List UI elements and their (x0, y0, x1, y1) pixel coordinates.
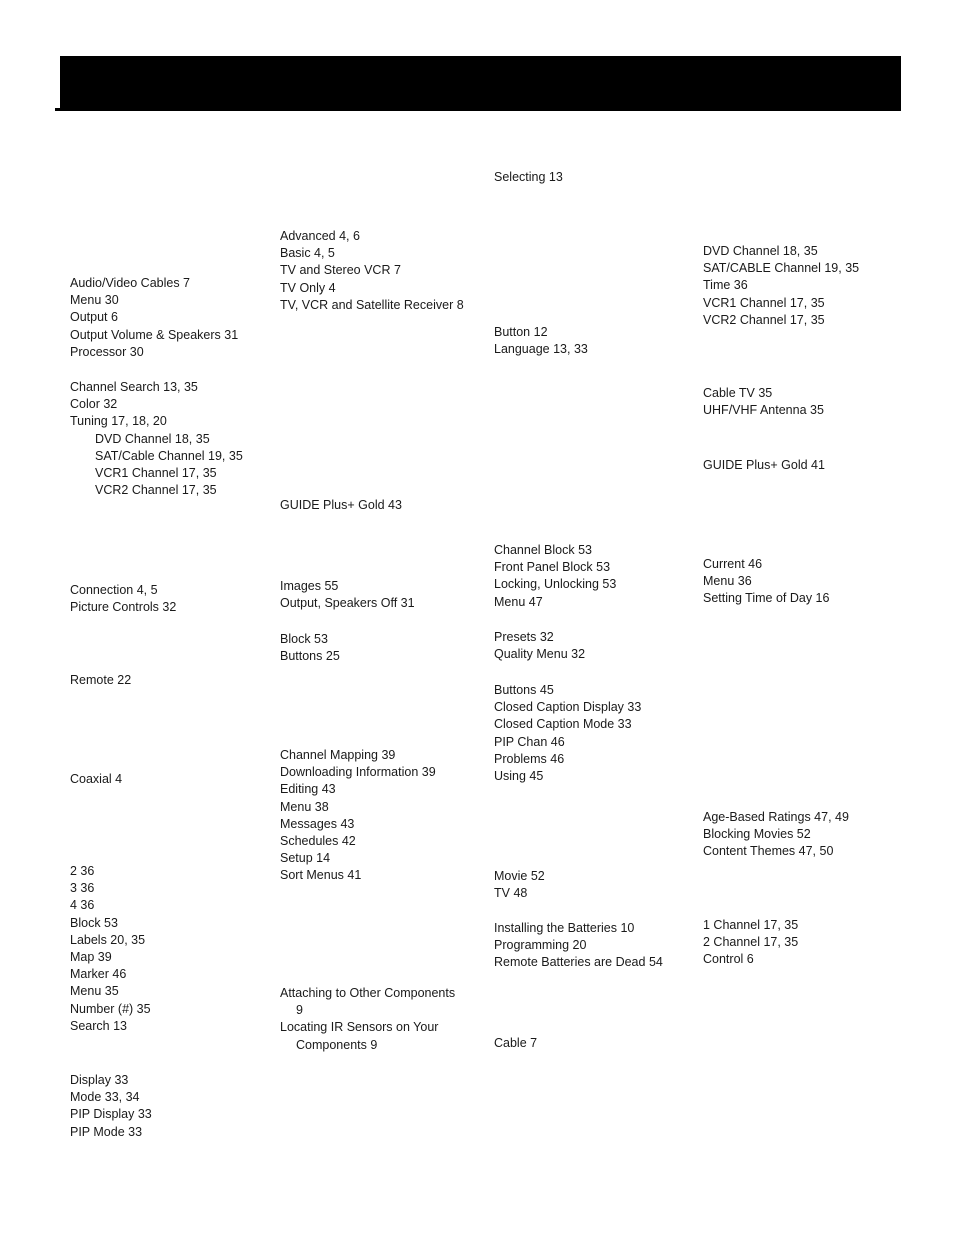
index-group (703, 809, 849, 861)
index-group (703, 917, 798, 969)
index-entry: Tuning 17, 18, 20 (70, 414, 167, 429)
index-entry: TV and Stereo VCR 7 (280, 263, 401, 278)
index-group (703, 457, 825, 474)
index-entry: Channel Search 13, 35 (70, 380, 198, 394)
index-entry: 4 36 (70, 898, 95, 913)
index-entry: Menu 38 (280, 799, 329, 814)
index-group (280, 985, 455, 1054)
index-group (280, 578, 415, 612)
index-entry: Front Panel Block 53 (494, 560, 611, 575)
index-group (70, 379, 243, 499)
index-entry: Current 46 (703, 557, 763, 571)
index-entry: Messages 43 (280, 816, 355, 831)
index-entry: 1 Channel 17, 35 (703, 918, 799, 932)
index-entry: VCR2 Channel 17, 35 (703, 312, 825, 327)
index-entry: Menu 35 (70, 984, 119, 999)
index-group (70, 582, 176, 616)
index-group (70, 672, 131, 689)
index-entry: Attaching to Other Components (280, 986, 456, 1000)
index-entry: Locating IR Sensors on Your (280, 1020, 439, 1035)
index-entry: 2 Channel 17, 35 (703, 935, 799, 950)
index-entry: Menu 36 (703, 574, 752, 589)
index-entry: GUIDE Plus+ Gold 43 (280, 498, 402, 512)
index-group (703, 556, 829, 608)
index-entry: Advanced 4, 6 (280, 229, 360, 243)
index-group (494, 920, 663, 972)
index-entry: Downloading Information 39 (280, 765, 436, 780)
index-group (494, 1035, 537, 1052)
index-entry: Display 33 (70, 1073, 129, 1087)
index-entry: Setting Time of Day 16 (703, 591, 830, 606)
index-group (494, 682, 641, 785)
index-entry: Map 39 (70, 949, 112, 964)
index-entry: Picture Controls 32 (70, 600, 177, 615)
index-entry: Time 36 (703, 278, 748, 293)
index-entry: Cable 7 (494, 1036, 538, 1050)
index-entry: Presets 32 (494, 630, 554, 644)
index-entry: Mode 33, 34 (70, 1090, 140, 1105)
index-entry: DVD Channel 18, 35 (703, 244, 818, 258)
index-subentry: VCR1 Channel 17, 35 (95, 465, 217, 480)
index-entry: Closed Caption Mode 33 (494, 717, 632, 732)
index-entry: Coaxial 4 (70, 772, 123, 786)
index-entry: Content Themes 47, 50 (703, 844, 834, 859)
index-entry: Age-Based Ratings 47, 49 (703, 810, 849, 824)
index-entry: Images 55 (280, 579, 339, 593)
index-group (70, 863, 151, 1035)
index-entry: Language 13, 33 (494, 342, 588, 357)
header-bar (60, 56, 901, 111)
index-entry: Movie 52 (494, 869, 545, 883)
index-entry: Programming 20 (494, 938, 587, 953)
header-rule (55, 108, 63, 111)
index-entry: TV Only 4 (280, 280, 336, 295)
index-entry: Blocking Movies 52 (703, 827, 811, 842)
index-group (494, 324, 588, 358)
index-entry: Locking, Unlocking 53 (494, 577, 617, 592)
index-entry: Block 53 (280, 632, 328, 646)
index-entry: SAT/CABLE Channel 19, 35 (703, 261, 860, 276)
index-group (494, 542, 616, 611)
index-entry: Quality Menu 32 (494, 647, 586, 662)
index-entry: TV 48 (494, 886, 528, 901)
index-subentry: SAT/Cable Channel 19, 35 (95, 448, 243, 463)
index-entry: Processor 30 (70, 344, 144, 359)
index-entry: Remote 22 (70, 673, 132, 687)
index-entry: Search 13 (70, 1018, 127, 1033)
index-entry: GUIDE Plus+ Gold 41 (703, 458, 825, 472)
index-entry: Basic 4, 5 (280, 246, 335, 261)
index-entry: Schedules 42 (280, 833, 356, 848)
index-entry: Installing the Batteries 10 (494, 921, 635, 935)
index-group (70, 771, 122, 788)
index-group (703, 385, 824, 419)
index-group (494, 868, 545, 902)
index-entry: Number (#) 35 (70, 1001, 151, 1016)
index-entry: Color 32 (70, 397, 118, 412)
index-entry: Remote Batteries are Dead 54 (494, 955, 663, 970)
index-entry: Block 53 (70, 915, 118, 930)
index-entry: Problems 46 (494, 751, 565, 766)
index-entry: 2 36 (70, 864, 95, 878)
index-entry: Output 6 (70, 310, 118, 325)
index-entry: Marker 46 (70, 967, 127, 982)
index-entry: Sort Menus 41 (280, 868, 362, 883)
index-entry: Using 45 (494, 768, 544, 783)
index-subentry: DVD Channel 18, 35 (95, 431, 210, 446)
index-group (494, 629, 585, 663)
index-entry: Connection 4, 5 (70, 583, 158, 597)
index-entry: Menu 30 (70, 293, 119, 308)
index-group (280, 228, 464, 314)
index-entry: Output Volume & Speakers 31 (70, 327, 239, 342)
index-entry: Components 9 (296, 1037, 378, 1052)
index-group (70, 1072, 152, 1141)
index-entry: Control 6 (703, 952, 754, 967)
index-entry: 9 (296, 1003, 303, 1018)
index-group (494, 169, 563, 186)
index-entry: UHF/VHF Antenna 35 (703, 403, 824, 418)
index-entry: Closed Caption Display 33 (494, 700, 642, 715)
index-group (280, 747, 436, 885)
index-entry: Audio/Video Cables 7 (70, 276, 190, 290)
index-group (70, 275, 238, 361)
index-entry: Setup 14 (280, 851, 331, 866)
index-entry: VCR1 Channel 17, 35 (703, 295, 825, 310)
index-entry: PIP Display 33 (70, 1107, 152, 1122)
index-subentry: VCR2 Channel 17, 35 (95, 483, 217, 498)
index-group (280, 631, 340, 665)
index-entry: PIP Mode 33 (70, 1124, 143, 1139)
index-group (280, 497, 402, 514)
index-entry: Channel Mapping 39 (280, 748, 396, 762)
index-entry: 3 36 (70, 881, 95, 896)
index-entry: Selecting 13 (494, 170, 563, 184)
index-entry: Output, Speakers Off 31 (280, 596, 415, 611)
index-entry: Cable TV 35 (703, 386, 773, 400)
index-entry: Buttons 45 (494, 683, 554, 697)
index-entry: TV, VCR and Satellite Receiver 8 (280, 297, 464, 312)
index-entry: Channel Block 53 (494, 543, 592, 557)
index-entry: Button 12 (494, 325, 548, 339)
index-entry: Buttons 25 (280, 649, 340, 664)
index-entry: Labels 20, 35 (70, 932, 146, 947)
index-entry: PIP Chan 46 (494, 734, 565, 749)
index-entry: Menu 47 (494, 594, 543, 609)
index-entry: Editing 43 (280, 782, 336, 797)
index-group (703, 243, 859, 329)
